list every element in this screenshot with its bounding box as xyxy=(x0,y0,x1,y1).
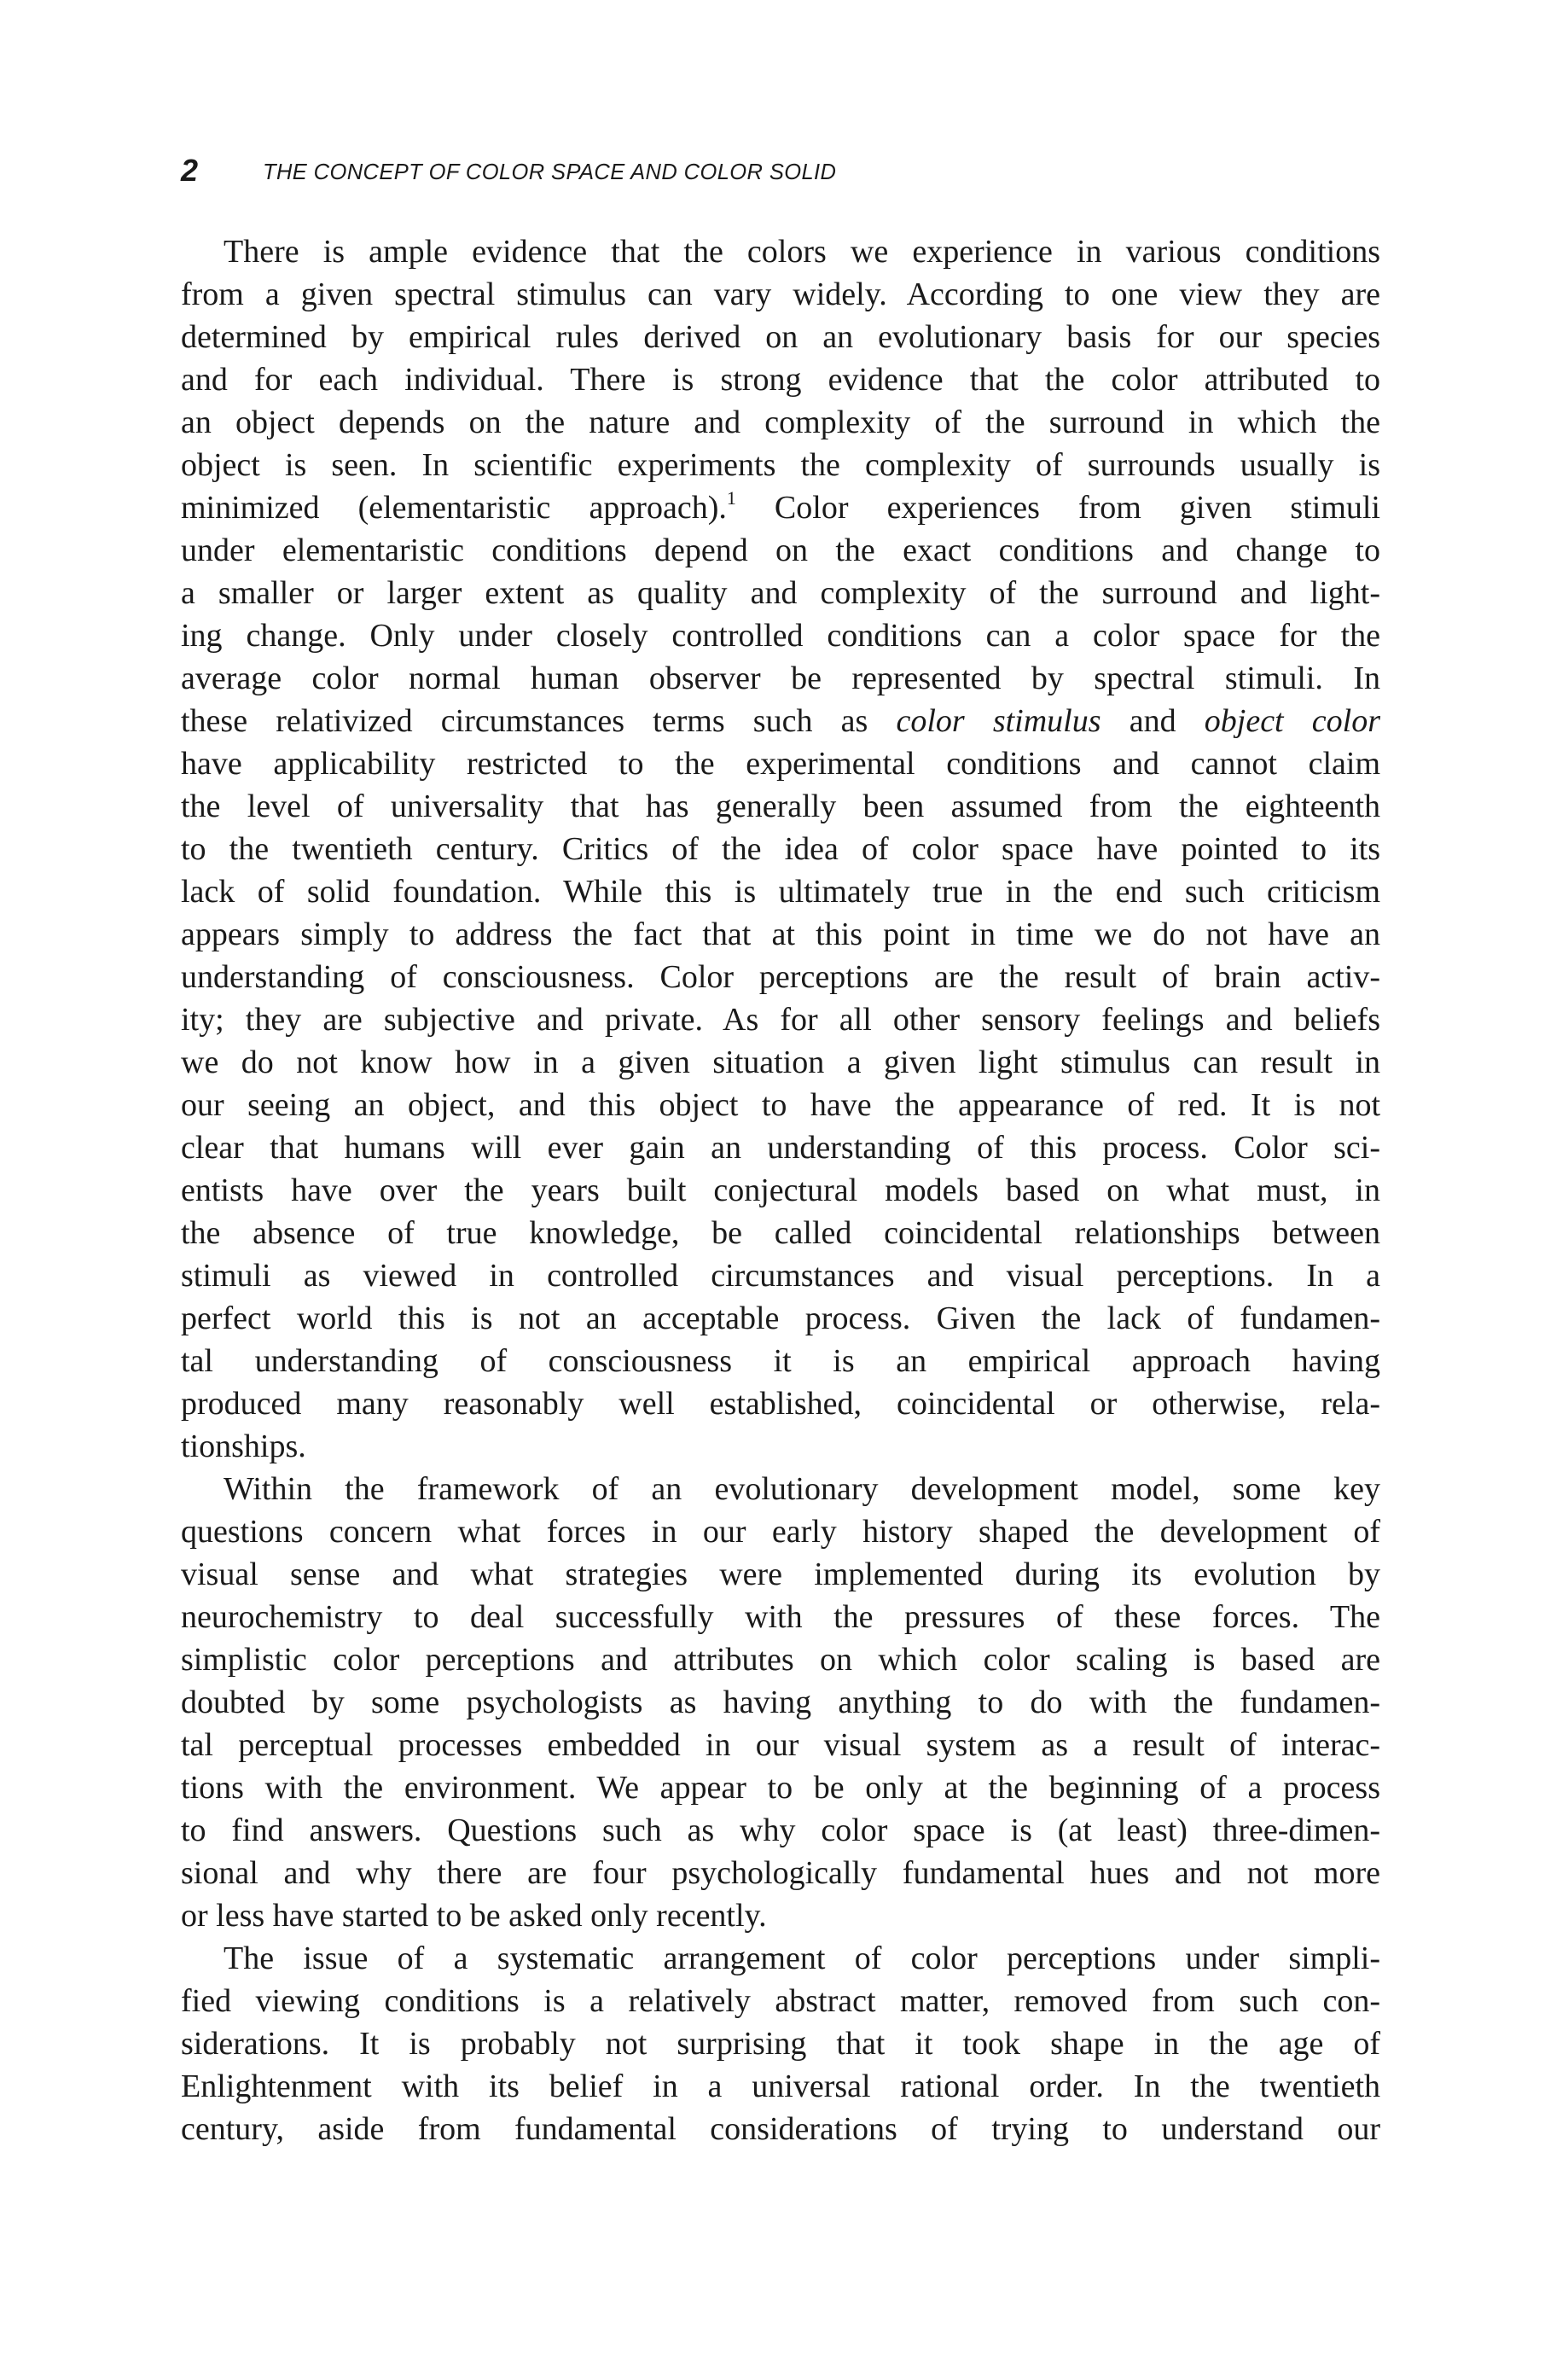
text-line: The issue of a systematic arrangement of color perceptions under simpli- xyxy=(224,1940,1380,1976)
text-line: There is ample evidence that the colors we experience in various conditions xyxy=(224,234,1380,270)
text-segment: Color experiences from given stimuli xyxy=(735,490,1380,526)
page-number: 2 xyxy=(181,153,199,188)
text-line: siderations. It is probably not surprising that it took shape in the age of xyxy=(181,2026,1380,2062)
text-segment: these relativized circumstances terms such as xyxy=(181,703,897,739)
text-line: tal perceptual processes embedded in our visual system as a result of interac- xyxy=(181,1727,1380,1763)
text-line: under elementaristic conditions depend on the exact conditions and change to xyxy=(181,532,1380,568)
text-line: entists have over the years built conjectural models based on what must, in xyxy=(181,1172,1380,1208)
text-line: doubted by some psychologists as having anything to do with the fundamen- xyxy=(181,1684,1380,1720)
text-line: determined by empirical rules derived on an evolutionary basis for our species xyxy=(181,319,1380,355)
italic-term: color stimulus xyxy=(896,703,1101,739)
paragraph xyxy=(181,1937,1380,2150)
text-line: we do not know how in a given situation a given light stimulus can result in xyxy=(181,1044,1380,1080)
italic-term: object color xyxy=(1204,703,1380,739)
text-line: our seeing an object, and this object to have the appearance of red. It is not xyxy=(181,1087,1380,1123)
text-segment: minimized (elementaristic approach). xyxy=(181,490,727,526)
footnote-marker: 1 xyxy=(726,487,736,509)
text-line: average color normal human observer be represented by spectral stimuli. In xyxy=(181,660,1380,696)
text-line: or less have started to be asked only recently. xyxy=(181,1898,767,1934)
text-line: simplistic color perceptions and attributes on which color scaling is based are xyxy=(181,1642,1380,1678)
text-line: from a given spectral stimulus can vary widely. According to one view they are xyxy=(181,276,1380,312)
running-head xyxy=(181,152,1392,196)
text-line: and for each individual. There is strong evidence that the color attributed to xyxy=(181,362,1380,398)
text-line xyxy=(181,486,1380,529)
text-line: fied viewing conditions is a relatively abstract matter, removed from such con- xyxy=(181,1983,1380,2019)
text-segment: and xyxy=(1101,703,1205,739)
text-line: tions with the environment. We appear to be only at the beginning of a process xyxy=(181,1770,1380,1806)
text-line: sional and why there are four psychologically fundamental hues and not more xyxy=(181,1855,1380,1891)
text-line: Within the framework of an evolutionary development model, some key xyxy=(224,1471,1380,1507)
text-line: appears simply to address the fact that at this point in time we do not have an xyxy=(181,916,1380,952)
text-line: an object depends on the nature and complexity of the surround in which the xyxy=(181,404,1380,440)
text-line: to the twentieth century. Critics of the idea of color space have pointed to its xyxy=(181,831,1380,867)
paragraph xyxy=(181,1468,1380,1937)
text-line: understanding of consciousness. Color perceptions are the result of brain activ- xyxy=(181,959,1380,995)
text-line: perfect world this is not an acceptable process. Given the lack of fundamen- xyxy=(181,1300,1380,1336)
text-line: neurochemistry to deal successfully with the pressures of these forces. The xyxy=(181,1599,1380,1635)
text-line: tal understanding of consciousness it is an empirical approach having xyxy=(181,1343,1380,1379)
chapter-title: THE CONCEPT OF COLOR SPACE AND COLOR SOLID xyxy=(263,160,837,184)
text-line: clear that humans will ever gain an understanding of this process. Color sci- xyxy=(181,1130,1380,1166)
text-line: object is seen. In scientific experiments the complexity of surrounds usually is xyxy=(181,447,1380,483)
body-text xyxy=(181,230,1380,2150)
text-line: to find answers. Questions such as why color space is (at least) three-dimen- xyxy=(181,1812,1380,1848)
text-line: tionships. xyxy=(181,1428,306,1464)
text-line: produced many reasonably well established, coincidental or otherwise, rela- xyxy=(181,1386,1380,1422)
paragraph xyxy=(181,230,1380,1468)
text-line: lack of solid foundation. While this is ultimately true in the end such criticism xyxy=(181,874,1380,910)
text-line: have applicability restricted to the experimental conditions and cannot claim xyxy=(181,746,1380,782)
text-line: a smaller or larger extent as quality and complexity of the surround and light- xyxy=(181,575,1380,611)
text-line xyxy=(181,700,1380,742)
text-line: century, aside from fundamental considerations of trying to understand our xyxy=(181,2111,1380,2147)
text-line: the level of universality that has generally been assumed from the eighteenth xyxy=(181,788,1380,824)
text-line: stimuli as viewed in controlled circumstances and visual perceptions. In a xyxy=(181,1258,1380,1294)
text-line: visual sense and what strategies were implemented during its evolution by xyxy=(181,1556,1380,1592)
text-line: ity; they are subjective and private. As for all other sensory feelings and beliefs xyxy=(181,1002,1380,1038)
text-line: questions concern what forces in our early history shaped the development of xyxy=(181,1514,1380,1550)
text-line: the absence of true knowledge, be called coincidental relationships between xyxy=(181,1215,1380,1251)
text-line: Enlightenment with its belief in a universal rational order. In the twentieth xyxy=(181,2068,1380,2104)
text-line: ing change. Only under closely controlled conditions can a color space for the xyxy=(181,618,1380,654)
